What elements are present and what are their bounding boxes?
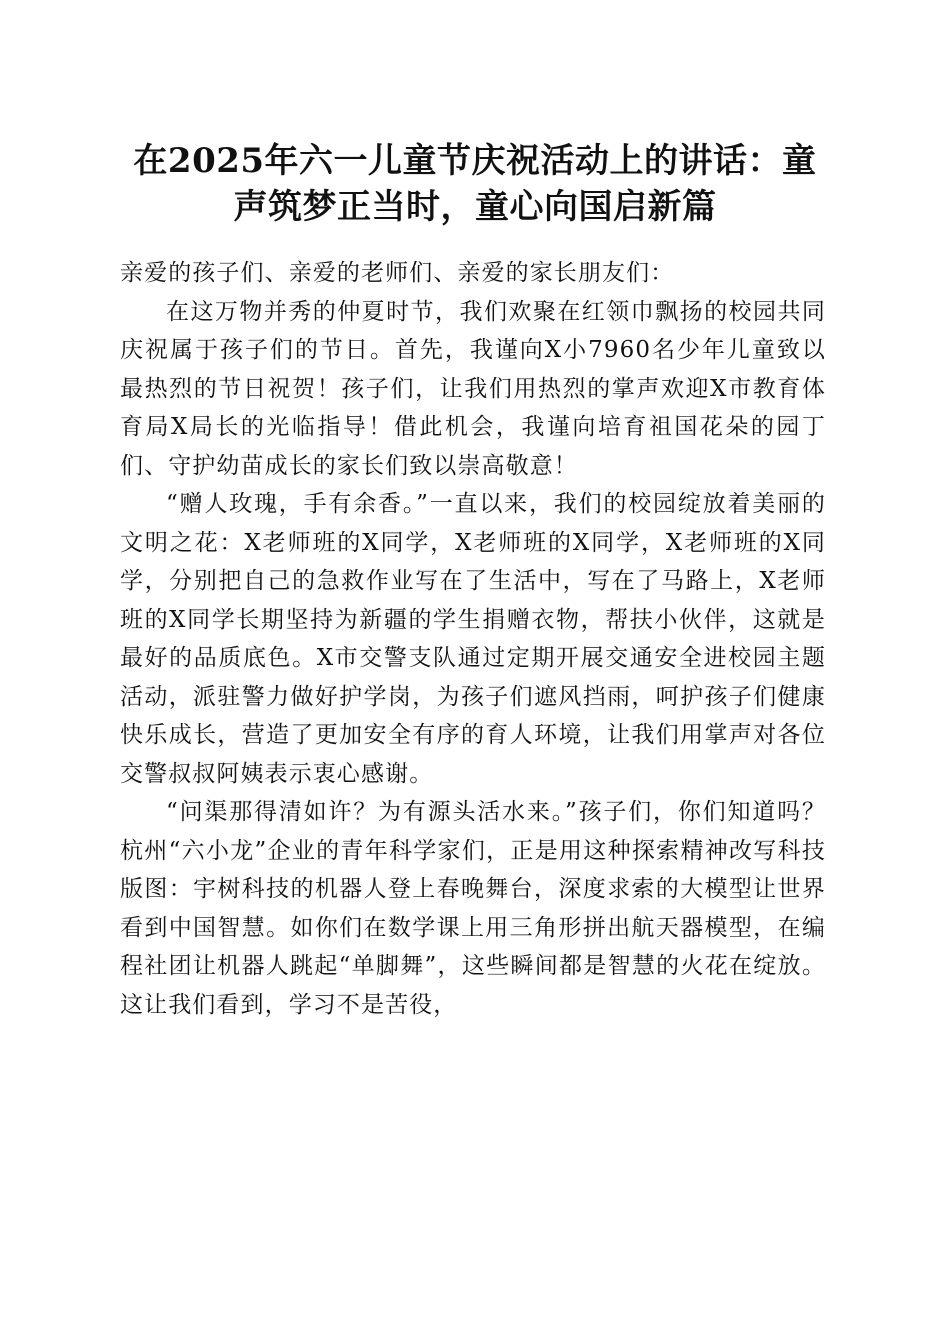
title-line-1: 在2025年六一儿童节庆祝活动上的讲话：童 bbox=[133, 141, 817, 181]
document-body bbox=[120, 254, 826, 1024]
paragraph-2: “赠人玫瑰，手有余香。”一直以来，我们的校园绽放着美丽的文明之花：X老师班的X同学，X老师班的X同学，X老师班的X同学，分别把自己的急救作业写在了生活中，写在了马路上，X老师班的X同学长期坚持为新疆的学生捐赠衣物，帮扶小伙伴，这就是最好的品质底色。X市交警支队通过定期开展交通安全进校园主题活动，派驻警力做好护学岗，为孩子们遮风挡雨，呵护孩子们健康快乐成长，营造了更加安全有序的育人环境，让我们用掌声对各位交警叔叔阿姨表示衷心感谢。 bbox=[120, 491, 826, 787]
paragraph-3: “问渠那得清如许？为有源头活水来。”孩子们，你们知道吗？杭州“六小龙”企业的青年科学家们，正是用这种探索精神改写科技版图：宇树科技的机器人登上春晚舞台，深度求索的大模型让世界看到中国智慧。如你们在数学课上用三角形拼出航天器模型，在编程社团让机器人跳起“单脚舞”，这些瞬间都是智慧的火花在绽放。这让我们看到，学习不是苦役， bbox=[120, 799, 826, 1018]
document-title bbox=[120, 138, 830, 230]
paragraph-1: 在这万物并秀的仲夏时节，我们欢聚在红领巾飘扬的校园共同庆祝属于孩子们的节日。首先，我谨向X小7960名少年儿童致以最热烈的节日祝贺！孩子们，让我们用热烈的掌声欢迎X市教育体育局X局长的光临指导！借此机会，我谨向培育祖国花朵的园丁们、守护幼苗成长的家长们致以崇高敬意！ bbox=[120, 298, 826, 479]
salutation: 亲爱的孩子们、亲爱的老师们、亲爱的家长朋友们： bbox=[120, 260, 675, 286]
title-line-2: 声筑梦正当时，童心向国启新篇 bbox=[233, 187, 717, 227]
